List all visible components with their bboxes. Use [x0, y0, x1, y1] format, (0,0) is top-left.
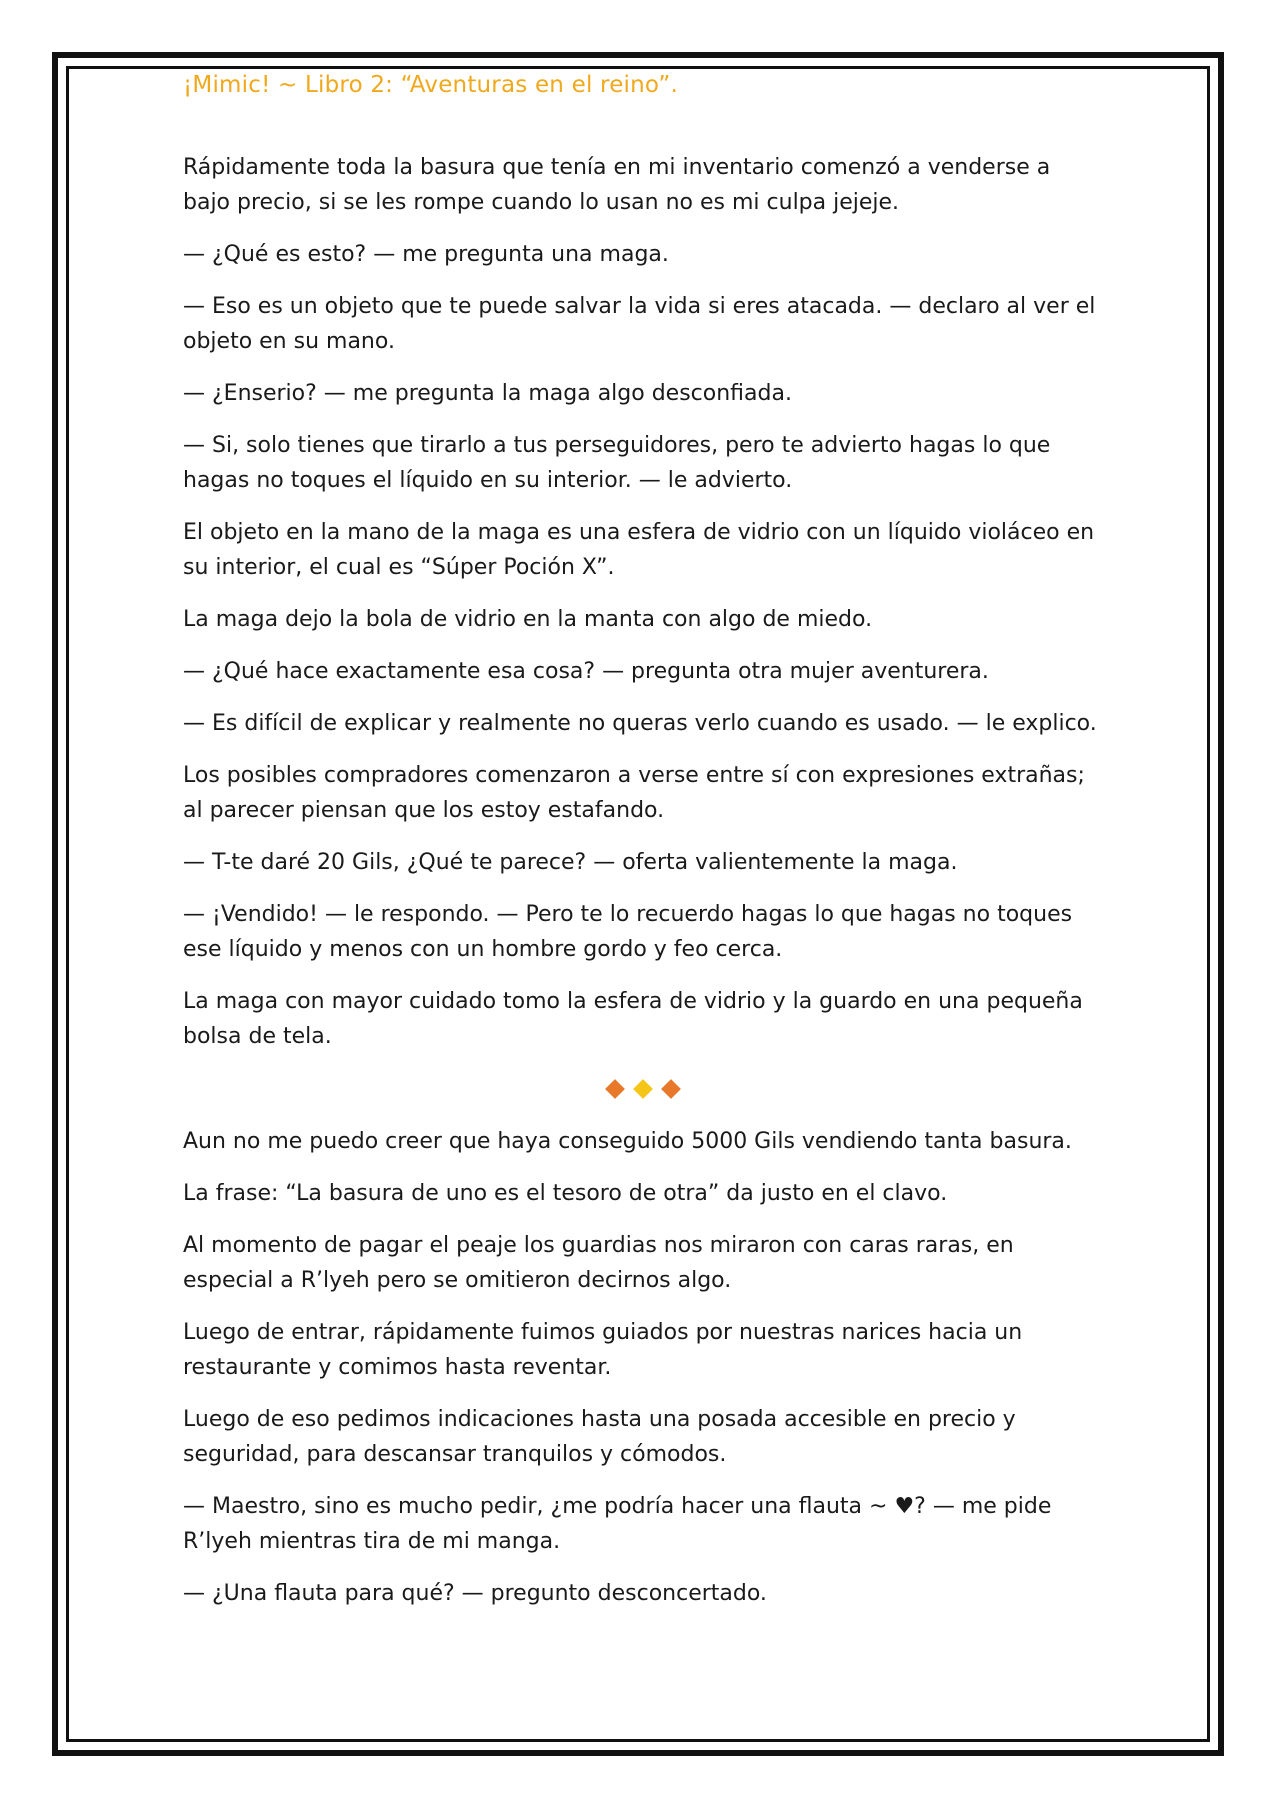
diamond-icon	[633, 1079, 653, 1099]
paragraph: — ¡Vendido! — le respondo. — Pero te lo recuerdo hagas lo que hagas no toques ese líquido y menos con un hombre gordo y feo cerca.	[183, 902, 1073, 962]
paragraph: La frase: “La basura de uno es el tesoro de otra” da justo en el clavo.	[183, 1181, 948, 1206]
paragraph: — ¿Una flauta para qué? — pregunto desconcertado.	[183, 1581, 767, 1606]
diamond-icon	[661, 1079, 681, 1099]
paragraph: Aun no me puedo creer que haya conseguido 5000 Gils vendiendo tanta basura.	[183, 1129, 1072, 1154]
paragraph: Rápidamente toda la basura que tenía en mi inventario comenzó a venderse a bajo precio, si se les rompe cuando lo usan no es mi culpa jejeje.	[183, 155, 1051, 215]
paragraph: Luego de eso pedimos indicaciones hasta una posada accesible en precio y seguridad, para descansar tranquilos y cómodos.	[183, 1407, 1016, 1467]
paragraph: Al momento de pagar el peaje los guardias nos miraron con caras raras, en especial a R’lyeh pero se omitieron decirnos algo.	[183, 1233, 1014, 1293]
paragraph: — Es difícil de explicar y realmente no queras verlo cuando es usado. — le explico.	[183, 711, 1097, 736]
page-body	[183, 150, 1103, 1628]
paragraph: — Si, solo tienes que tirarlo a tus perseguidores, pero te advierto hagas lo que hagas no toques el líquido en su interior. — le advierto.	[183, 433, 1051, 493]
paragraph: — ¿Qué es esto? — me pregunta una maga.	[183, 242, 669, 267]
paragraph: — ¿Enserio? — me pregunta la maga algo desconfiada.	[183, 381, 792, 406]
paragraph: Los posibles compradores comenzaron a verse entre sí con expresiones extrañas; al parecer piensan que los estoy estafando.	[183, 763, 1085, 823]
running-header: ¡Mimic! ~ Libro 2: “Aventuras en el reino”.	[183, 72, 678, 98]
section-divider	[183, 1071, 1103, 1107]
paragraph: La maga dejo la bola de vidrio en la manta con algo de miedo.	[183, 607, 873, 632]
paragraph: — T-te daré 20 Gils, ¿Qué te parece? — oferta valientemente la maga.	[183, 850, 958, 875]
paragraph: El objeto en la mano de la maga es una esfera de vidrio con un líquido violáceo en su interior, el cual es “Súper Poción X”.	[183, 520, 1095, 580]
paragraph: La maga con mayor cuidado tomo la esfera de vidrio y la guardo en una pequeña bolsa de tela.	[183, 989, 1083, 1049]
diamond-icon	[605, 1079, 625, 1099]
paragraph: Luego de entrar, rápidamente fuimos guiados por nuestras narices hacia un restaurante y comimos hasta reventar.	[183, 1320, 1023, 1380]
paragraph: — ¿Qué hace exactamente esa cosa? — pregunta otra mujer aventurera.	[183, 659, 989, 684]
paragraph: — Maestro, sino es mucho pedir, ¿me podría hacer una flauta ~ ♥? — me pide R’lyeh mientras tira de mi manga.	[183, 1494, 1052, 1554]
paragraph: — Eso es un objeto que te puede salvar la vida si eres atacada. — declaro al ver el objeto en su mano.	[183, 294, 1096, 354]
